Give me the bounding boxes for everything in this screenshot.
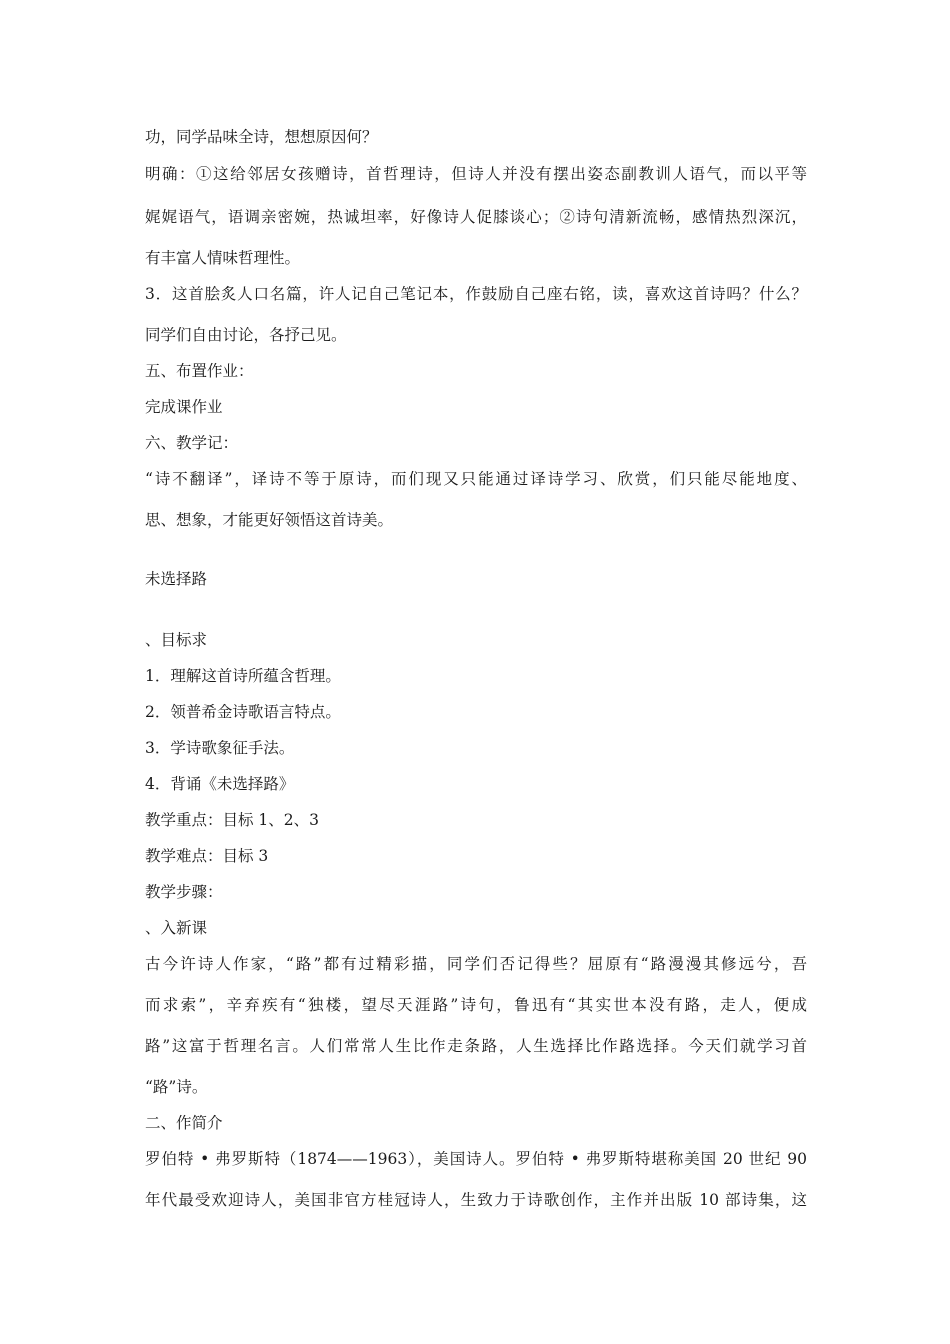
section-heading: 、入新课: [145, 919, 208, 937]
text-line: “诗不翻译”，译诗不等于原诗，而们现又只能通过译诗学习、欣赏，们只能尽能地度、: [145, 470, 807, 488]
text-line: 教学重点：目标 1、2、3: [145, 811, 320, 829]
text-line: 教学难点：目标 3: [145, 847, 269, 865]
text-line: 年代最受欢迎诗人，美国非官方桂冠诗人，生致力于诗歌创作，主作并出版 10 部诗集，这: [145, 1191, 807, 1209]
text-line: 而求索”，辛弃疾有“独楼，望尽天涯路”诗句，鲁迅有“其实世本没有路，走人，便成: [145, 996, 807, 1014]
list-item: 4．背诵《未选择路》: [145, 775, 295, 793]
lesson-title: 未选择路: [145, 570, 208, 588]
text-line: “路”诗。: [145, 1078, 208, 1096]
text-line: 功，同学品味全诗，想想原因何？: [145, 128, 378, 146]
text-line: 3．这首脍炙人口名篇，许人记自己笔记本，作鼓励自己座右铭，读，喜欢这首诗吗？什么？: [145, 285, 807, 303]
section-heading: 五、布置作业：: [145, 362, 254, 380]
list-item: 2．领普希金诗歌语言特点。: [145, 703, 341, 721]
text-line: 同学们自由讨论，各抒己见。: [145, 326, 347, 344]
text-line: 完成课作业: [145, 398, 223, 416]
text-line: 路”这富于哲理名言。人们常常人生比作走条路，人生选择比作路选择。今天们就学习首: [145, 1037, 807, 1055]
text-line: 有丰富人情味哲理性。: [145, 249, 301, 267]
section-heading: 六、教学记：: [145, 434, 239, 452]
text-line: 思、想象，才能更好领悟这首诗美。: [145, 511, 394, 529]
text-line: 古今许诗人作家，“路”都有过精彩描，同学们否记得些？屈原有“路漫漫其修远兮，吾: [145, 955, 807, 973]
text-line: 娓娓语气，语调亲密婉，热诚坦率，好像诗人促膝谈心；②诗句清新流畅，感情热烈深沉，: [145, 208, 807, 226]
text-line: 明确：①这给邻居女孩赠诗，首哲理诗，但诗人并没有摆出姿态副教训人语气，而以平等: [145, 165, 807, 183]
section-heading: 、目标求: [145, 631, 208, 649]
list-item: 3．学诗歌象征手法。: [145, 739, 295, 757]
text-line: 罗伯特 • 弗罗斯特（1874——1963），美国诗人。罗伯特 • 弗罗斯特堪称美国 20 世纪 90: [145, 1150, 807, 1168]
text-line: 教学步骤：: [145, 883, 223, 901]
list-item: 1．理解这首诗所蕴含哲理。: [145, 667, 341, 685]
section-heading: 二、作简介: [145, 1114, 223, 1132]
